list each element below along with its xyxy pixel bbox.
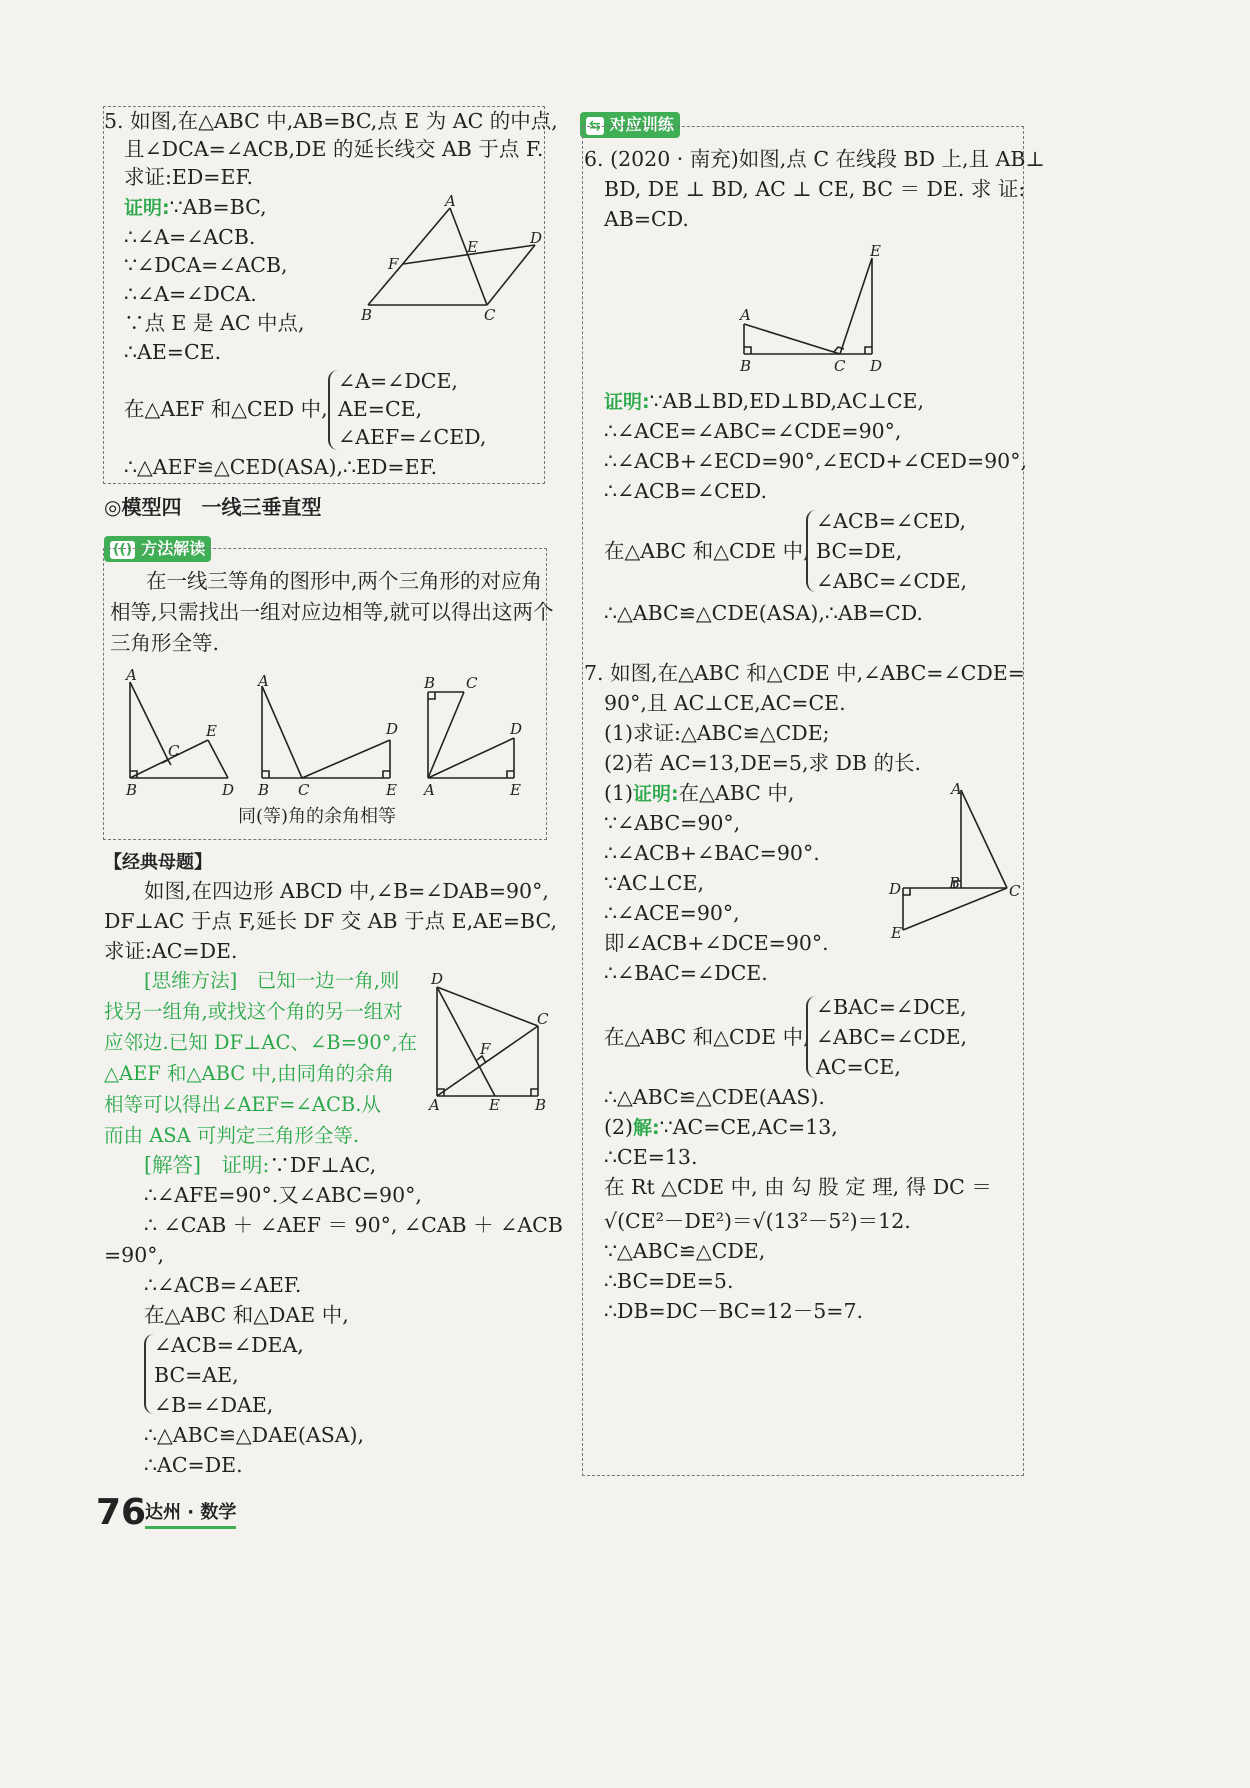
p7-p1-label: 证明: xyxy=(633,783,679,805)
f2-label-E: E xyxy=(386,781,397,799)
p7-s12: ∴BC=DE=5. xyxy=(604,1269,734,1293)
p5-s3: ∵∠DCA=∠ACB, xyxy=(124,253,288,277)
p7-part1-line xyxy=(604,778,794,809)
p5-fig-label-A: A xyxy=(445,192,456,210)
p7-p2-label: 解: xyxy=(633,1117,660,1139)
classic-fig-label-F: F xyxy=(480,1040,491,1058)
f3-label-D: D xyxy=(510,720,523,738)
p7-s13: ∴DB=DC－BC=12－5=7. xyxy=(604,1299,864,1323)
classic-q2: DF⊥AC 于点 F,延长 DF 交 AB 于点 E,AE=BC, xyxy=(104,909,557,933)
p7-fig-label-E: E xyxy=(891,924,902,942)
classic-fig-label-A: A xyxy=(429,1096,440,1114)
p5-question-line-2: 且∠DCA=∠ACB,DE 的延长线交 AB 于点 F. xyxy=(124,137,544,161)
classic-think-4: △AEF 和△ABC 中,由同角的余角 xyxy=(104,1062,395,1085)
p6-line-2: BD, DE ⊥ BD, AC ⊥ CE, BC ＝ DE. 求 证: xyxy=(604,177,1026,201)
classic-fig-label-E: E xyxy=(489,1096,500,1114)
p7-s6: ∴∠BAC=∠DCE. xyxy=(604,961,768,985)
classic-answer-line-1 xyxy=(144,1150,376,1180)
p5-s2: ∴∠A=∠ACB. xyxy=(124,225,256,249)
p6-s4: ∴∠ACB=∠CED. xyxy=(604,479,767,503)
p5-s5: ∵点 E 是 AC 中点, xyxy=(124,311,305,335)
p7-brace-line-2: ∠ABC=∠CDE, xyxy=(816,1025,968,1049)
p6-figure xyxy=(730,236,900,384)
speaker-icon: (() xyxy=(110,541,135,559)
p7-pre: 在△ABC 和△CDE 中, xyxy=(604,1025,810,1049)
p5-question-line-1: 5. 如图,在△ABC 中,AB=BC,点 E 为 AC 的中点, xyxy=(104,109,558,133)
p7-s7: ∴△ABC≌△CDE(AAS). xyxy=(604,1085,825,1109)
classic-a5: ∴∠ACB=∠AEF. xyxy=(144,1273,302,1297)
classic-fig-label-B: B xyxy=(535,1096,547,1114)
classic-title: 【经典母题】 xyxy=(104,852,212,873)
p6-s3: ∴∠ACB+∠ECD=90°,∠ECD+∠CED=90°, xyxy=(604,449,1027,473)
p5-conclusion: ∴△AEF≌△CED(ASA),∴ED=EF. xyxy=(124,455,438,479)
f1-label-E: E xyxy=(206,722,217,740)
p5-fig-label-C: C xyxy=(484,306,496,324)
p7-s8: ∴CE=13. xyxy=(604,1145,698,1169)
method-line-1: 在一线三等角的图形中,两个三角形的对应角 xyxy=(146,569,543,593)
model4-title: ◎模型四 一线三垂直型 xyxy=(104,495,322,519)
p6-brace-line-1: ∠ACB=∠CED, xyxy=(816,509,966,533)
f2-label-C: C xyxy=(298,781,310,799)
p6-proof-line-1 xyxy=(604,386,924,417)
method-tag-label: 方法解读 xyxy=(141,539,206,558)
f3-label-A: A xyxy=(424,781,435,799)
classic-q3: 求证:AC=DE. xyxy=(104,939,238,963)
classic-a4: =90°, xyxy=(104,1243,165,1267)
f3-label-B: B xyxy=(424,674,436,692)
p7-s9: 在 Rt △CDE 中, 由 勾 股 定 理, 得 DC ＝ xyxy=(604,1175,992,1199)
f2-label-D: D xyxy=(386,720,399,738)
p5-brace-line-1: ∠A=∠DCE, xyxy=(338,369,458,393)
classic-think-3: 应邻边.已知 DF⊥AC、∠B=90°,在 xyxy=(104,1031,418,1054)
classic-brace xyxy=(144,1334,154,1414)
classic-a3: ∴ ∠CAB ＋ ∠AEF ＝ 90°, ∠CAB ＋ ∠ACB xyxy=(144,1213,563,1237)
p7-s1: ∵∠ABC=90°, xyxy=(604,811,741,835)
classic-a7: ∴△ABC≌△DAE(ASA), xyxy=(144,1423,365,1447)
p6-line-3: AB=CD. xyxy=(604,207,689,231)
classic-fig-label-D: D xyxy=(431,970,444,988)
p7-line-1: 7. 如图,在△ABC 和△CDE 中,∠ABC=∠CDE= xyxy=(584,661,1025,685)
classic-a6: 在△ABC 和△DAE 中, xyxy=(144,1303,349,1327)
p6-fig-label-A: A xyxy=(740,306,751,324)
p7-p2-rest: ∵AC=CE,AC=13, xyxy=(659,1115,838,1139)
p6-brace-line-2: BC=DE, xyxy=(816,539,903,563)
p5-fig-label-E: E xyxy=(467,238,478,256)
classic-fig-label-C: C xyxy=(537,1010,549,1028)
page-number: 76 xyxy=(96,1492,147,1533)
classic-a1: ∵DF⊥AC, xyxy=(269,1153,377,1177)
p7-s11: ∵△ABC≌△CDE, xyxy=(604,1239,766,1263)
f1-label-D: D xyxy=(222,781,235,799)
p5-s4: ∴∠A=∠DCA. xyxy=(124,282,257,306)
p7-line-2: 90°,且 AC⊥CE,AC=CE. xyxy=(604,691,846,715)
method-line-3: 三角形全等. xyxy=(110,631,220,655)
p5-fig-label-B: B xyxy=(361,306,373,324)
p7-p2-num: (2) xyxy=(604,1115,634,1139)
f1-label-B: B xyxy=(126,781,138,799)
classic-think-1: [思维方法] 已知一边一角,则 xyxy=(144,969,400,992)
classic-think-2: 找另一组角,或找这个角的另一组对 xyxy=(104,1000,403,1023)
f1-label-A: A xyxy=(126,666,137,684)
p6-brace-line-3: ∠ABC=∠CDE, xyxy=(816,569,968,593)
classic-q1: 如图,在四边形 ABCD 中,∠B=∠DAB=90°, xyxy=(144,879,549,903)
p7-s4: ∴∠ACE=90°, xyxy=(604,901,740,925)
f3-label-E: E xyxy=(510,781,521,799)
p7-brace-line-1: ∠BAC=∠DCE, xyxy=(816,995,967,1019)
classic-a2: ∴∠AFE=90°.又∠ABC=90°, xyxy=(144,1183,422,1207)
p6-brace xyxy=(806,510,816,592)
p7-s2: ∴∠ACB+∠BAC=90°. xyxy=(604,841,820,865)
p7-s10: √(CE²－DE²)＝√(13²－5²)＝12. xyxy=(604,1209,911,1233)
p7-part2-line xyxy=(604,1112,838,1143)
p5-brace-line-2: AE=CE, xyxy=(338,397,423,421)
p5-fig-label-F: F xyxy=(388,255,399,273)
p7-fig-label-A: A xyxy=(951,780,962,798)
p5-figure xyxy=(355,190,545,330)
p5-brace-line-3: ∠AEF=∠CED, xyxy=(338,425,487,449)
p6-fig-label-E: E xyxy=(870,242,881,260)
classic-think-6: 而由 ASA 可判定三角形全等. xyxy=(104,1124,360,1147)
p5-proof-line-1 xyxy=(124,192,267,223)
p6-pre: 在△ABC 和△CDE 中, xyxy=(604,539,810,563)
classic-brace-line-3: ∠B=∠DAE, xyxy=(154,1393,274,1417)
p7-p1-rest: 在△ABC 中, xyxy=(678,781,795,805)
training-tag-label: 对应训练 xyxy=(609,115,674,134)
p5-proof-label: 证明: xyxy=(124,197,170,219)
f3-label-C: C xyxy=(466,674,478,692)
f2-label-A: A xyxy=(258,672,269,690)
p6-proof-label: 证明: xyxy=(604,391,650,413)
p6-s2: ∴∠ACE=∠ABC=∠CDE=90°, xyxy=(604,419,902,443)
p7-fig-label-C: C xyxy=(1009,882,1021,900)
classic-a8: ∴AC=DE. xyxy=(144,1453,243,1477)
p7-fig-label-D: D xyxy=(889,880,902,898)
classic-brace-line-2: BC=AE, xyxy=(154,1363,239,1387)
exchange-icon: ⇆ xyxy=(586,117,604,135)
f2-label-B: B xyxy=(258,781,270,799)
footer-book-title: 达州 · 数学 xyxy=(145,1500,236,1529)
classic-brace-line-1: ∠ACB=∠DEA, xyxy=(154,1333,304,1357)
p6-line-1: 6. (2020 · 南充)如图,点 C 在线段 BD 上,且 AB⊥ xyxy=(584,147,1045,171)
p7-brace-line-3: AC=CE, xyxy=(816,1055,901,1079)
f1-label-C: C xyxy=(168,742,180,760)
p5-s7-pre: 在△AEF 和△CED 中, xyxy=(124,397,328,421)
classic-think-5: 相等可以得出∠AEF=∠ACB.从 xyxy=(104,1093,381,1116)
p7-line-4: (2)若 AC=13,DE=5,求 DB 的长. xyxy=(604,751,922,775)
p5-question-line-3: 求证:ED=EF. xyxy=(124,165,253,189)
method-caption: 同(等)角的余角相等 xyxy=(238,806,397,827)
method-line-2: 相等,只需找出一组对应边相等,就可以得出这两个 xyxy=(110,600,554,624)
p6-s5: ∴△ABC≌△CDE(ASA),∴AB=CD. xyxy=(604,601,923,625)
p7-s5: 即∠ACB+∠DCE=90°. xyxy=(604,931,829,955)
p7-p1-num: (1) xyxy=(604,781,634,805)
p5-s6: ∴AE=CE. xyxy=(124,340,222,364)
classic-answer-label: [解答] 证明: xyxy=(144,1153,270,1177)
p7-figure xyxy=(885,780,1025,950)
p7-brace xyxy=(806,996,816,1078)
p6-fig-label-B: B xyxy=(740,357,752,375)
p6-s1: ∵AB⊥BD,ED⊥BD,AC⊥CE, xyxy=(649,389,924,413)
model4-figures xyxy=(110,664,540,804)
p5-fig-label-D: D xyxy=(530,229,543,247)
p6-fig-label-C: C xyxy=(834,357,846,375)
p6-fig-label-D: D xyxy=(870,357,883,375)
p7-s3: ∵AC⊥CE, xyxy=(604,871,704,895)
p7-line-3: (1)求证:△ABC≌△CDE; xyxy=(604,721,830,745)
p5-s1: ∵AB=BC, xyxy=(169,195,267,219)
p7-fig-label-B: B xyxy=(949,874,961,892)
p5-brace xyxy=(328,370,338,450)
classic-figure xyxy=(425,962,565,1117)
